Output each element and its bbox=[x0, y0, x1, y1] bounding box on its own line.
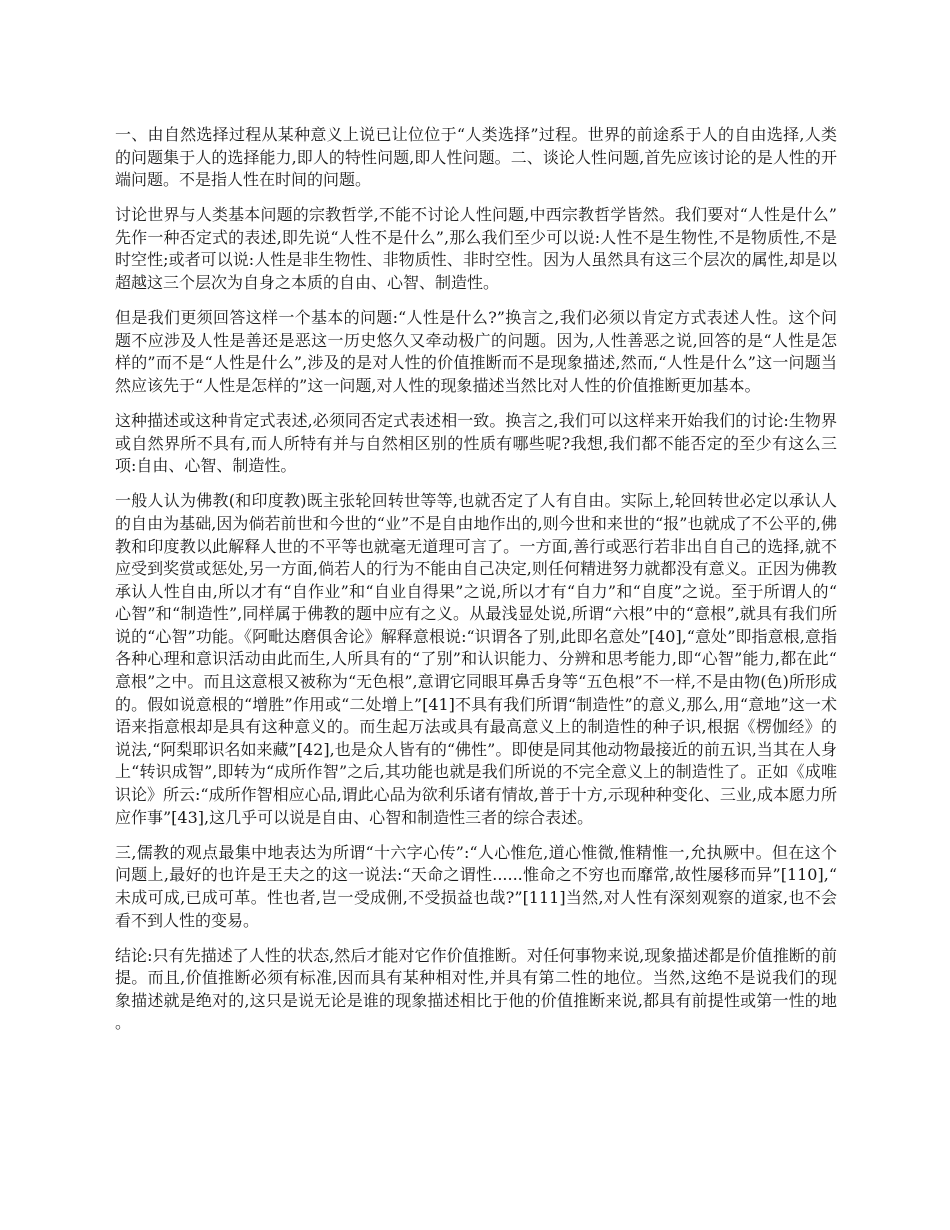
paragraph-positive-question: 但是我们更须回答这样一个基本的问题:“人性是什么?”换言之,我们必须以肯定方式表述人性。这个问题不应涉及人性是善还是恶这一历史悠久又牵动极广的问题。因为,人性善恶之说,回答的是“人性是怎样的”而不是“人性是什么”,涉及的是对人性的价值推断而不是现象描述,然而,“人性是什么”这一问题当然应该先于“人性是怎样的”这一问题,对人性的现象描述当然比对人性的价值推断更加基本。 bbox=[115, 308, 837, 395]
paragraph-confucianism: 三,儒教的观点最集中地表达为所谓“十六字心传”:“人心惟危,道心惟微,惟精惟一,允执厥中。但在这个问题上,最好的也许是王夫之的这一说法:“天命之谓性......惟命之不穷也而靡常,故性屡移而异”[110],“未成可成,已成可革。性也者,岂一受成侀,不受损益也哉?”[111]当然,对人性有深刻观察的道家,也不会看不到人性的变易。 bbox=[115, 842, 837, 930]
paragraph-buddhism: 一般人认为佛教(和印度教)既主张轮回转世等等,也就否定了人有自由。实际上,轮回转世必定以承认人的自由为基础,因为倘若前世和今世的“业”不是自由地作出的,则今世和来世的“报”也就成了不公平的,佛教和印度教以此解释人世的不平等也就毫无道理可言了。一方面,善行或恶行若非出自自己的选择,就不应受到奖赏或惩处,另一方面,倘若人的行为不能由自己决定,则任何精进努力就都没有意义。正因为佛教承认人性自由,所以才有“自作业”和“自业自得果”之说,所以才有“自力”和“自度”之说。至于所谓人的“心智”和“制造性”,同样属于佛教的题中应有之义。从最浅显处说,所谓“六根”中的“意根”,就具有我们所说的“心智”功能。《阿毗达磨俱舍论》解释意根说:“识谓各了别,此即名意处”[40],“意处”即指意根,意指各种心理和意识活动由此而生,人所具有的“了别”和认识能力、分辨和思考能力,即“心智”能力,都在此“意根”之中。而且这意根又被称为“无色根”,意谓它同眼耳鼻舌身等“五色根”不一样,不是由物(色)所形成的。假如说意根的“增胜”作用或“二处增上”[41]不具有我们所谓“制造性”的意义,那么,用“意地”这一术语来指意根却是具有这种意义的。而生起万法或具有最高意义上的制造性的种子识,根据《楞伽经》的说法,“阿梨耶识名如来藏”[42],也是众人皆有的“佛性”。即使是同其他动物最接近的前五识,当其在人身上“转识成智”,即转为“成所作智”之后,其功能也就是我们所说的不完全意义上的制造性了。正如《成唯识论》所云:“成所作智相应心品,谓此心品为欲利乐诸有情故,普于十方,示现种种变化、三业,成本愿力所应作事”[43],这几乎可以说是自由、心智和制造性三者的综合表述。 bbox=[115, 491, 837, 827]
paragraph-negative-definition: 讨论世界与人类基本问题的宗教哲学,不能不讨论人性问题,中西宗教哲学皆然。我们要对“人性是什么”先作一种否定式的表述,即先说“人性不是什么”,那么我们至少可以说:人性不是生物性,不是物质性,不是时空性;或者可以说:人性是非生物性、非物质性、非时空性。因为人虽然具有这三个层次的属性,却是以超越这三个层次为自身之本质的自由、心智、制造性。 bbox=[115, 205, 837, 293]
document-body bbox=[115, 124, 837, 1047]
paragraph-intro: 一、由自然选择过程从某种意义上说已让位位于“人类选择”过程。世界的前途系于人的自由选择,人类的问题集于人的选择能力,即人的特性问题,即人性问题。二、谈论人性问题,首先应该讨论的是人性的开端问题。不是指人性在时间的问题。 bbox=[115, 125, 837, 190]
paragraph-conclusion: 结论:只有先描述了人性的状态,然后才能对它作价值推断。对任何事物来说,现象描述都是价值推断的前提。而且,价值推断必须有标准,因而具有某种相对性,并具有第二性的地位。当然,这绝不是说我们的现象描述就是绝对的,这只是说无论是谁的现象描述相比于他的价值推断来说,都具有前提性或第一性的地。 bbox=[115, 945, 837, 1033]
paragraph-three-properties: 这种描述或这种肯定式表述,必须同否定式表述相一致。换言之,我们可以这样来开始我们的讨论:生物界或自然界所不具有,而人所特有并与自然相区别的性质有哪些呢?我想,我们都不能否定的至少有这么三项:自由、心智、制造性。 bbox=[115, 411, 837, 476]
